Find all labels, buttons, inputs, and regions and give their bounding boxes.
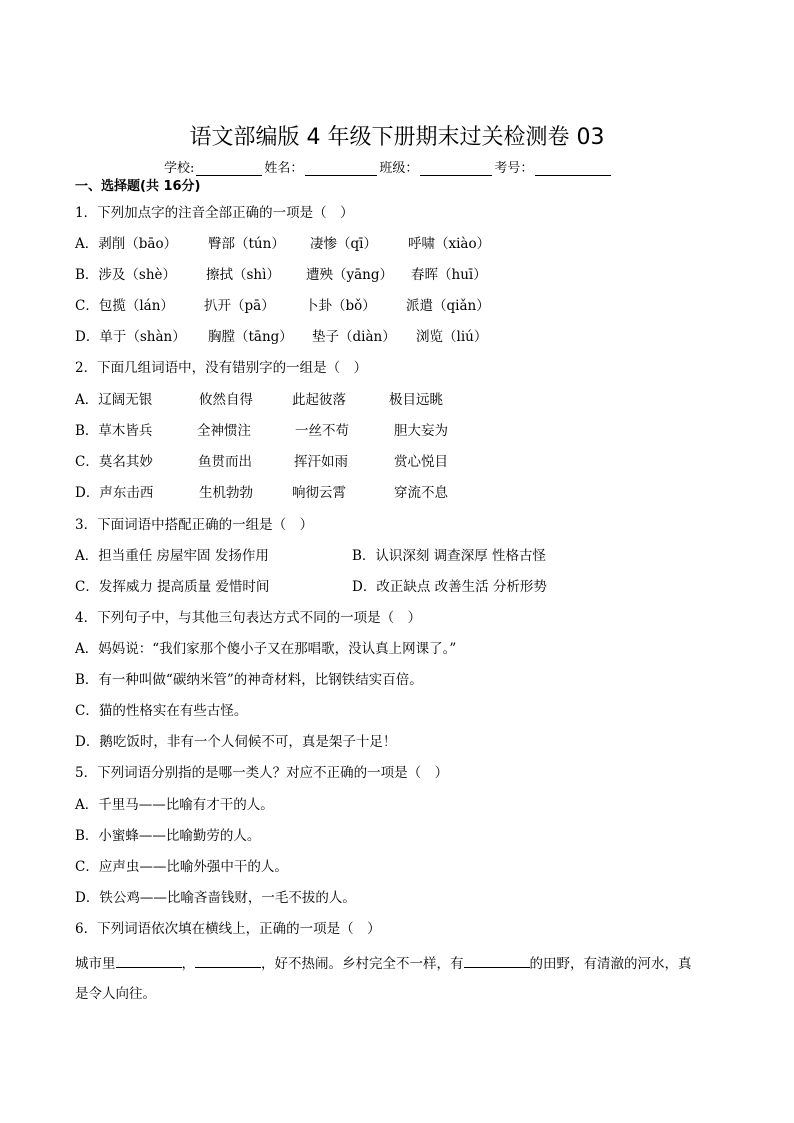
q2-option-d-3: 响彻云霄 bbox=[292, 485, 346, 501]
q3-option-c: C．发挥威力 提高质量 爱惜时间 bbox=[75, 579, 270, 595]
q4-option-c: C．猫的性格实在有些古怪。 bbox=[75, 703, 248, 719]
question-4-stem: 4．下列句子中，与其他三句表达方式不同的一项是（ ） bbox=[75, 610, 422, 626]
q2-option-d-1: D．声东击西 bbox=[75, 485, 154, 501]
q1-option-b-2: 擦拭（shì） bbox=[206, 267, 280, 283]
q2-option-c-2: 鱼贯而出 bbox=[198, 454, 252, 470]
q4-option-b: B．有一种叫做“碳纳米管”的神奇材料，比钢铁结实百倍。 bbox=[75, 672, 423, 688]
q2-option-b-1: B．草木皆兵 bbox=[75, 423, 153, 439]
question-3-stem: 3．下面词语中搭配正确的一组是（ ） bbox=[75, 517, 314, 533]
q5-option-d: D．铁公鸡——比喻吝啬钱财，一毛不拔的人。 bbox=[75, 890, 356, 906]
q1-option-d-1: D．单于（shàn） bbox=[75, 329, 186, 345]
q2-option-c-1: C．莫名其妙 bbox=[75, 454, 153, 470]
q1-option-d-3: 垫子（diàn） bbox=[312, 329, 396, 345]
q6-blank-3[interactable] bbox=[464, 953, 530, 968]
q1-option-b-1: B．涉及（shè） bbox=[75, 267, 177, 283]
q2-option-a-4: 极目远眺 bbox=[389, 392, 443, 408]
q2-option-a-2: 攸然自得 bbox=[199, 392, 253, 408]
question-2-stem: 2．下面几组词语中，没有错别字的一组是（ ） bbox=[75, 360, 368, 376]
q3-option-a: A．担当重任 房屋牢固 发扬作用 bbox=[75, 548, 269, 564]
q6-text-1: 城市里 bbox=[75, 956, 116, 972]
page-title: 语文部编版 4 年级下册期末过关检测卷 03 bbox=[189, 125, 605, 150]
q3-option-b: B．认识深刻 调查深厚 性格古怪 bbox=[352, 548, 547, 564]
number-blank[interactable] bbox=[535, 161, 611, 176]
q6-text-3: ，好不热闹。乡村完全不一样，有 bbox=[261, 956, 464, 972]
question-1-stem: 1．下列加点字的注音全部正确的一项是（ ） bbox=[75, 205, 354, 221]
q2-option-b-3: 一丝不苟 bbox=[295, 423, 349, 439]
name-label: 姓名： bbox=[264, 161, 304, 176]
class-label: 班级： bbox=[379, 161, 419, 176]
number-label: 考号： bbox=[494, 161, 534, 176]
name-blank[interactable] bbox=[305, 161, 377, 176]
q2-option-b-4: 胆大妄为 bbox=[394, 423, 448, 439]
section-heading: 一、选择题(共 16分) bbox=[75, 179, 201, 194]
q2-option-c-3: 挥汗如雨 bbox=[294, 454, 348, 470]
q1-option-c-3: 卜卦（bǒ） bbox=[305, 298, 376, 314]
q2-option-d-2: 生机勃勃 bbox=[199, 485, 253, 501]
q1-option-c-1: C．包揽（lán） bbox=[75, 298, 174, 314]
q1-option-a-1: A．剥削（bāo） bbox=[75, 236, 178, 252]
q1-option-d-4: 浏览（liú） bbox=[416, 329, 488, 345]
q6-blank-1[interactable] bbox=[116, 953, 182, 968]
school-label: 学校: bbox=[164, 161, 195, 176]
q1-option-a-4: 呼啸（xiào） bbox=[408, 236, 491, 252]
q1-option-a-3: 凄惨（qī） bbox=[310, 236, 377, 252]
q4-option-d: D．鹅吃饭时，非有一个人伺候不可，真是架子十足！ bbox=[75, 734, 397, 750]
question-5-stem: 5．下列词语分别指的是哪一类人？对应不正确的一项是（ ） bbox=[75, 765, 449, 781]
q2-option-d-4: 穿流不息 bbox=[394, 485, 448, 501]
q5-option-a: A．千里马——比喻有才干的人。 bbox=[75, 797, 274, 813]
school-blank[interactable] bbox=[196, 161, 262, 176]
class-blank[interactable] bbox=[420, 161, 492, 176]
q2-option-b-2: 全神惯注 bbox=[197, 423, 251, 439]
q1-option-b-3: 遭殃（yāng） bbox=[306, 267, 394, 283]
q2-option-c-4: 赏心悦目 bbox=[394, 454, 448, 470]
q3-option-d: D．改正缺点 改善生活 分析形势 bbox=[352, 579, 547, 595]
q1-option-a-2: 臀部（tún） bbox=[208, 236, 285, 252]
q5-option-b: B．小蜜蜂——比喻勤劳的人。 bbox=[75, 828, 261, 844]
student-info-line bbox=[164, 157, 613, 176]
q6-blank-2[interactable] bbox=[195, 953, 261, 968]
q4-option-a: A．妈妈说：“我们家那个傻小子又在那唱歌，没认真上网课了。” bbox=[75, 641, 457, 657]
question-6-stem: 6．下列词语依次填在横线上，正确的一项是（ ） bbox=[75, 921, 381, 937]
q1-option-c-4: 派遣（qiǎn） bbox=[406, 298, 490, 314]
q6-passage-line-2: 是令人向往。 bbox=[75, 986, 156, 1002]
q1-option-d-2: 胸膛（tāng） bbox=[208, 329, 293, 345]
q5-option-c: C．应声虫——比喻外强中干的人。 bbox=[75, 859, 288, 875]
q1-option-c-2: 扒开（pā） bbox=[204, 298, 275, 314]
q6-text-4: 的田野，有清澈的河水，真 bbox=[529, 956, 692, 972]
q2-option-a-3: 此起彼落 bbox=[292, 392, 346, 408]
q2-option-a-1: A．辽阔无银 bbox=[75, 392, 153, 408]
q6-passage-line-1 bbox=[75, 953, 692, 973]
q1-option-b-4: 春晖（huī） bbox=[411, 267, 487, 283]
q6-text-2: ， bbox=[181, 956, 195, 972]
